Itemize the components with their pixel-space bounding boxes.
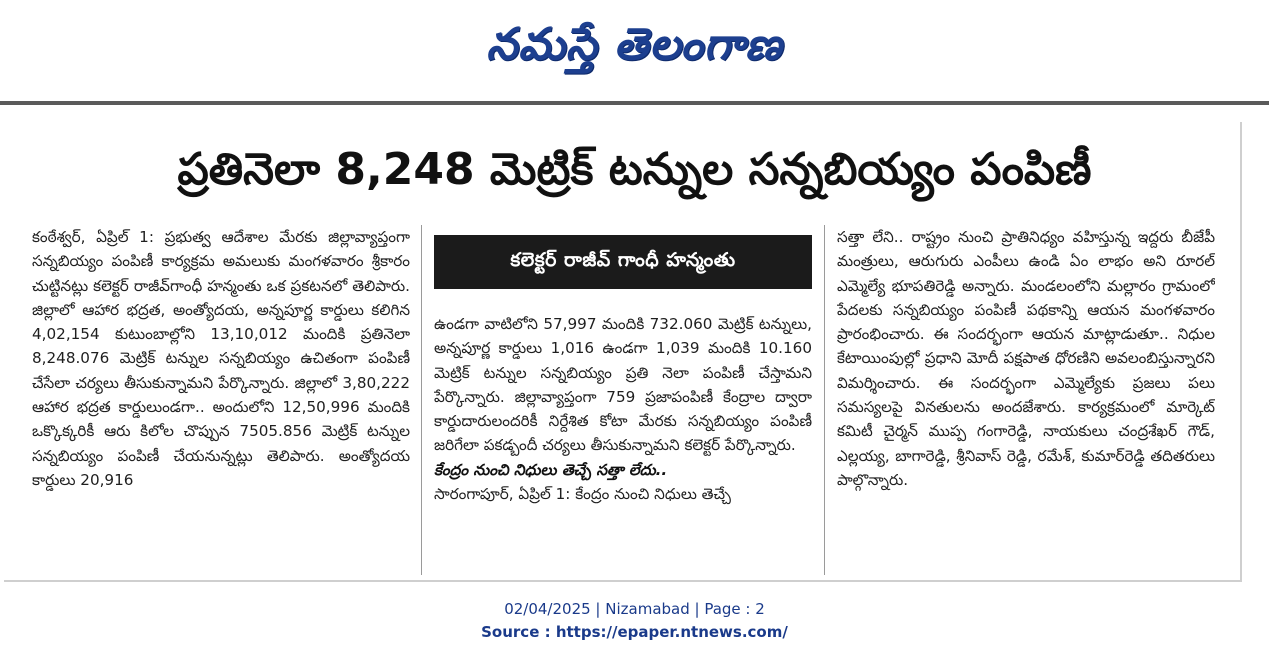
article-column-2 xyxy=(434,312,812,577)
newspaper-logo: నమస్తే తెలంగాణ xyxy=(486,19,783,70)
column-2-continuation: సారంగాపూర్, ఏప్రిల్ 1: కేంద్రం నుంచి నిధులు తెచ్చే xyxy=(434,485,731,504)
article-headline: ప్రతినెలా 8,248 మెట్రిక్ టన్నుల సన్నబియ్యం పంపిణీ xyxy=(177,144,1092,195)
column-divider xyxy=(421,225,422,575)
page-footer xyxy=(0,598,1269,644)
masthead-divider xyxy=(0,101,1269,105)
footer-source-link[interactable]: Source : https://epaper.ntnews.com/ xyxy=(481,623,788,641)
footer-dateline: 02/04/2025 | Nizamabad | Page : 2 xyxy=(504,600,765,618)
article-column-1: కంఠేశ్వర్, ఏప్రిల్ 1: ప్రభుత్వ ఆదేశాల మేరకు జిల్లావ్యాప్తంగా సన్నబియ్యం పంపిణీ కార్యక్రమ అమలుకు మంగళవారం శ్రీకారం చుట్టినట్లు కలెక్టర్ రాజీవ్‌గాంధీ హన్మంతు ఒక ప్రకటనలో తెలిపారు. జిల్లాలో ఆహార భద్రత, అంత్యోదయ, అన్నపూర్ణ కార్డులు కలిగిన 4,02,154 కుటుంబాల్లోని 13,10,012 మందికి ప్రతినెలా 8,248.076 మెట్రిక్ టన్నుల సన్నబియ్యం ఉచితంగా పంపిణీ చేసేలా చర్యలు తీసుకున్నామని పేర్కొన్నారు. జిల్లాలో 3,80,222 ఆహార భద్రత కార్డులుండగా.. అందులోని 12,50,996 మందికి ఒక్కొక్కరికీ ఆరు కిలోల చొప్పున 7505.856 మెట్రిక్ టన్నుల సన్నబియ్యం పంపిణీ చేయనున్నట్లు తెలిపారు. అంత్యోదయ కార్డులు 20,916 xyxy=(32,228,410,489)
article-subhead: కలెక్టర్ రాజీవ్ గాంధీ హన్మంతు xyxy=(510,248,736,271)
article-subhead-box xyxy=(434,235,812,289)
column-2-body: ఉండగా వాటిలోని 57,997 మందికి 732.060 మెట్రిక్ టన్నులు, అన్నపూర్ణ కార్డులు 1,016 ఉండగా 1,039 మందికి 10.160 మెట్రిక్ టన్నుల సన్నబియ్యం ప్రతి నెలా పంపిణీ చేస్తామని పేర్కొన్నారు. జిల్లావ్యాప్తంగా 759 ప్రజాపంపిణీ కేంద్రాల ద్వారా కార్డుదారులందరికీ నిర్దేశిత కోటా మేరకు సన్నబియ్యం పంపిణీ జరిగేలా పకడ్బందీ చర్యలు తీసుకున్నామని కలెక్టర్ పేర్కొన్నారు. xyxy=(434,315,812,455)
column-divider xyxy=(824,225,825,575)
masthead xyxy=(0,0,1269,100)
column-2-subheading: కేంద్రం నుంచి నిధులు తెచ్చే సత్తా లేదు.. xyxy=(434,460,668,479)
article-column-3: సత్తా లేని.. రాష్ట్రం నుంచి ప్రాతినిధ్యం వహిస్తున్న ఇద్దరు బీజేపీ మంత్రులు, ఆరుగురు ఎంపీలు ఉండి ఏం లాభం అని రూరల్ ఎమ్మెల్యే భూపతిరెడ్డి అన్నారు. మండలంలోని మల్లారం గ్రామంలో పేదలకు సన్నబియ్యం పంపిణీ పథకాన్ని ఆయన మంగళవారం ప్రారంభించారు. ఈ సందర్భంగా ఆయన మాట్లాడుతూ.. నిధుల కేటాయింపుల్లో ప్రధాని మోదీ పక్షపాత ధోరణిని అవలంబిస్తున్నారని విమర్శించారు. ఈ సందర్భంగా ఎమ్మెల్యేకు ప్రజలు పలు సమస్యలపై వినతులను అందజేశారు. కార్యక్రమంలో మార్కెట్ కమిటీ చైర్మన్ ముప్ప గంగారెడ్డి, నాయకులు చంద్రశేఖర్ గౌడ్, ఎల్లయ్య, బాగారెడ్డి, శ్రీనివాస్ రెడ్డి, రమేశ్, కుమార్‌రెడ్డి తదితరులు పాల్గొన్నారు. xyxy=(837,228,1215,489)
